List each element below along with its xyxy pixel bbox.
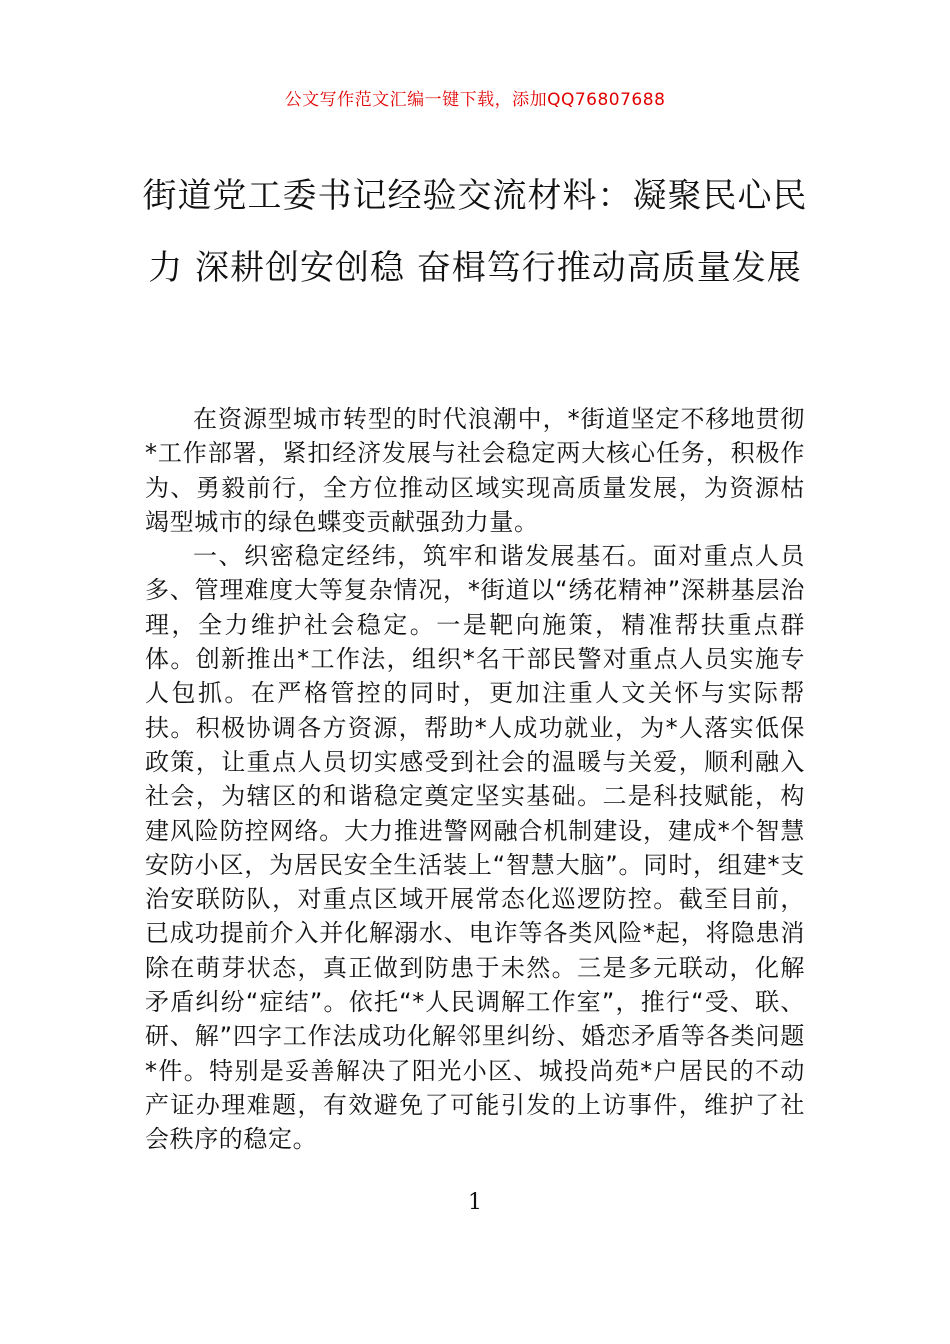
intro-paragraph: 在资源型城市转型的时代浪潮中，*街道坚定不移地贯彻*工作部署，紧扣经济发展与社会稳定两大核心任务，积极作为、勇毅前行，全方位推动区域实现高质量发展，为资源枯竭型城市的绿色蝶变贡献强劲力量。 (145, 405, 805, 536)
download-promo-note: 公文写作范文汇编一键下载，添加QQ76807688 (284, 90, 666, 110)
section-one-paragraph: 一、织密稳定经纬，筑牢和谐发展基石。面对重点人员多、管理难度大等复杂情况，*街道以“绣花精神”深耕基层治理，全力维护社会稳定。一是靶向施策，精准帮扶重点群体。创新推出*工作法，组织*名干部民警对重点人员实施专人包抓。在严格管控的同时，更加注重人文关怀与实际帮扶。积极协调各方资源，帮助*人成功就业，为*人落实低保政策，让重点人员切实感受到社会的温暖与关爱，顺利融入社会，为辖区的和谐稳定奠定坚实基础。二是科技赋能，构建风险防控网络。大力推进警网融合机制建设，建成*个智慧安防小区，为居民安全生活装上“智慧大脑”。同时，组建*支治安联防队，对重点区域开展常态化巡逻防控。截至目前，已成功提前介入并化解溺水、电诈等各类风险*起，将隐患消除在萌芽状态，真正做到防患于未然。三是多元联动，化解矛盾纠纷“症结”。依托“*人民调解工作室”，推行“受、联、研、解”四字工作法成功化解邻里纠纷、婚恋矛盾等各类问题*件。特别是妥善解决了阳光小区、城投尚苑*户居民的不动产证办理难题，有效避免了可能引发的上访事件，维护了社会秩序的稳定。 (145, 542, 805, 1154)
page-number: 1 (468, 1190, 482, 1215)
document-title: 街道党工委书记经验交流材料：凝聚民心民力 深耕创安创稳 奋楫笃行推动高质量发展 (142, 176, 808, 288)
document-body (145, 402, 805, 1157)
